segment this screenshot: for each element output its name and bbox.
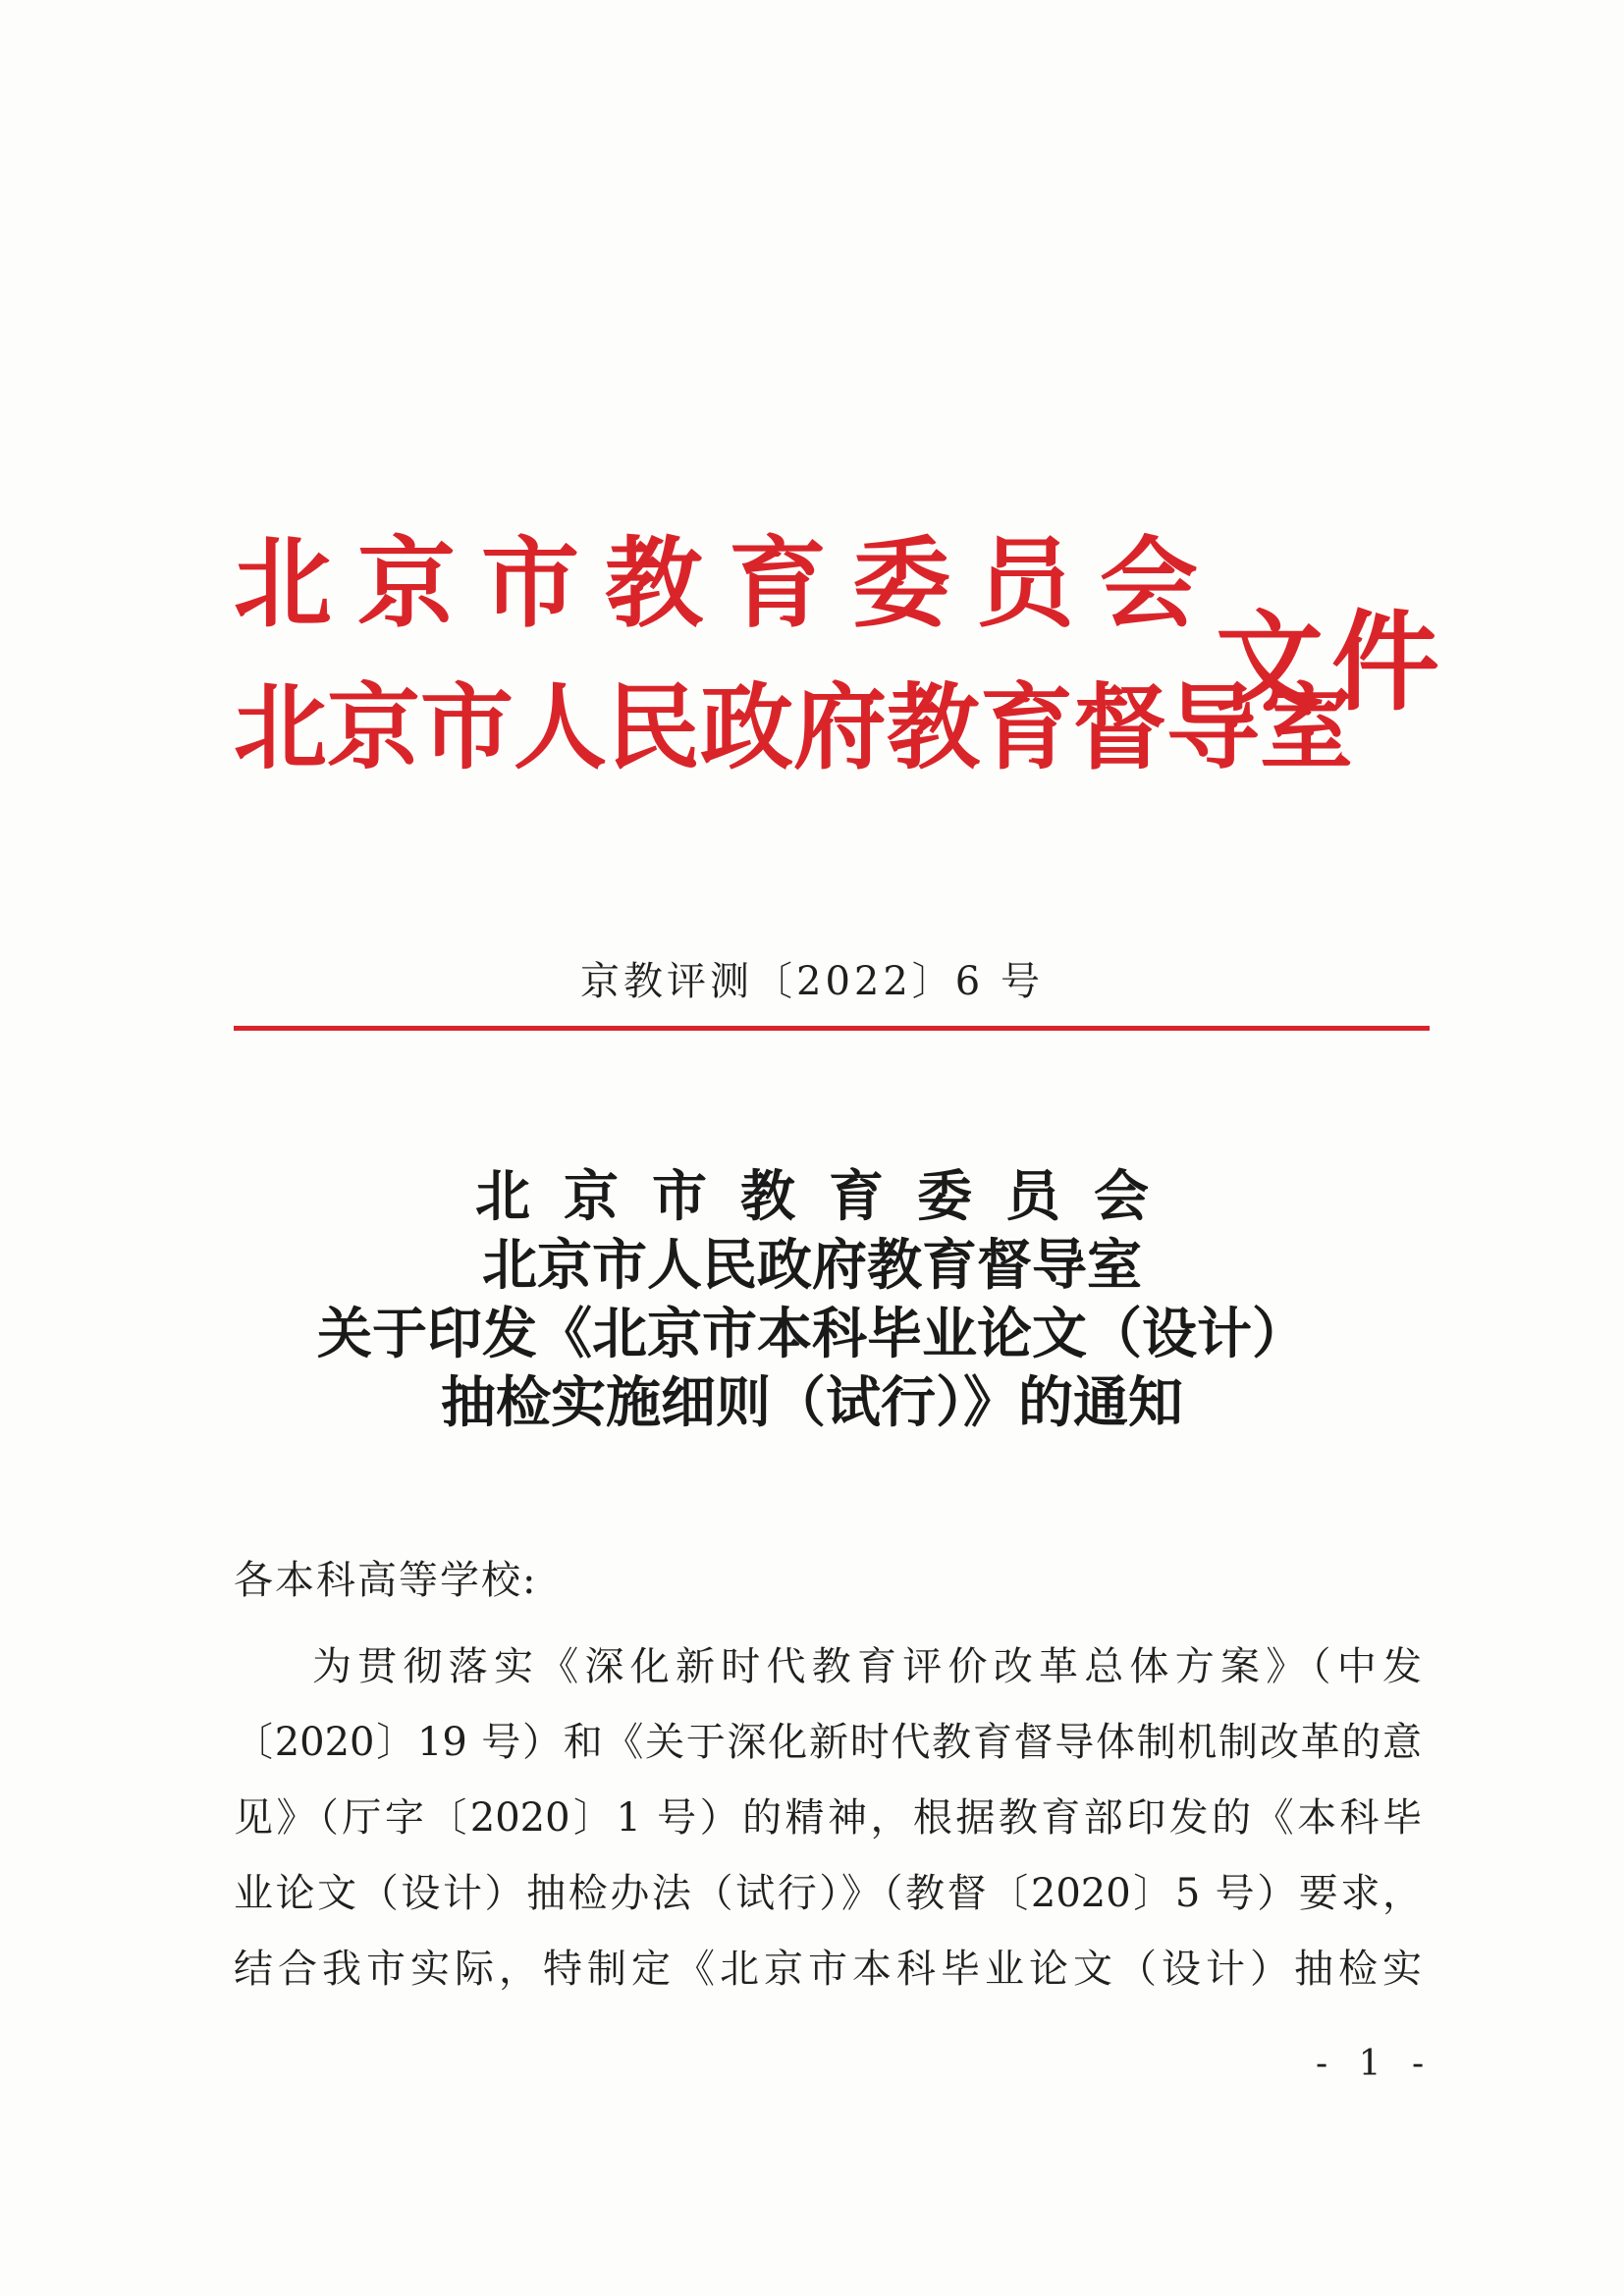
issuer-name-2: 北京市人民政府教育督导室 [234, 674, 1354, 782]
body-paragraph [234, 1629, 1422, 2007]
issuer-name-1: 北京市教育委员会 [234, 526, 1223, 641]
title-line-4: 抽检实施细则（试行）》的通知 [441, 1371, 1183, 1435]
body-line: 结合我市实际，特制定《北京市本科毕业论文（设计）抽检实 [234, 1947, 1422, 1992]
salutation: 各本科高等学校: [234, 1558, 538, 1603]
title-line-1: 北京市教育委员会 [475, 1165, 1182, 1229]
document-title [0, 1163, 1624, 1438]
body-line: 业论文（设计）抽检办法（试行）》（教督〔2020〕5 号）要求， [234, 1871, 1422, 1916]
title-line-3: 关于印发《北京市本科毕业论文（设计） [317, 1303, 1307, 1366]
page-number: - 1 - [1316, 2044, 1435, 2084]
body-line: 为贯彻落实《深化新时代教育评价改革总体方案》（中发 [312, 1644, 1422, 1689]
document-word: 文件 [1216, 600, 1447, 725]
red-divider [234, 1026, 1430, 1031]
document-number: 京教评测〔2022〕6 号 [580, 959, 1044, 1004]
title-line-2: 北京市人民政府教育督导室 [482, 1234, 1142, 1298]
body-line: 见》（厅字〔2020〕1 号）的精神，根据教育部印发的《本科毕 [234, 1795, 1422, 1841]
body-line: 〔2020〕19 号）和《关于深化新时代教育督导体制机制改革的意 [234, 1720, 1422, 1765]
red-masthead [234, 515, 1447, 790]
